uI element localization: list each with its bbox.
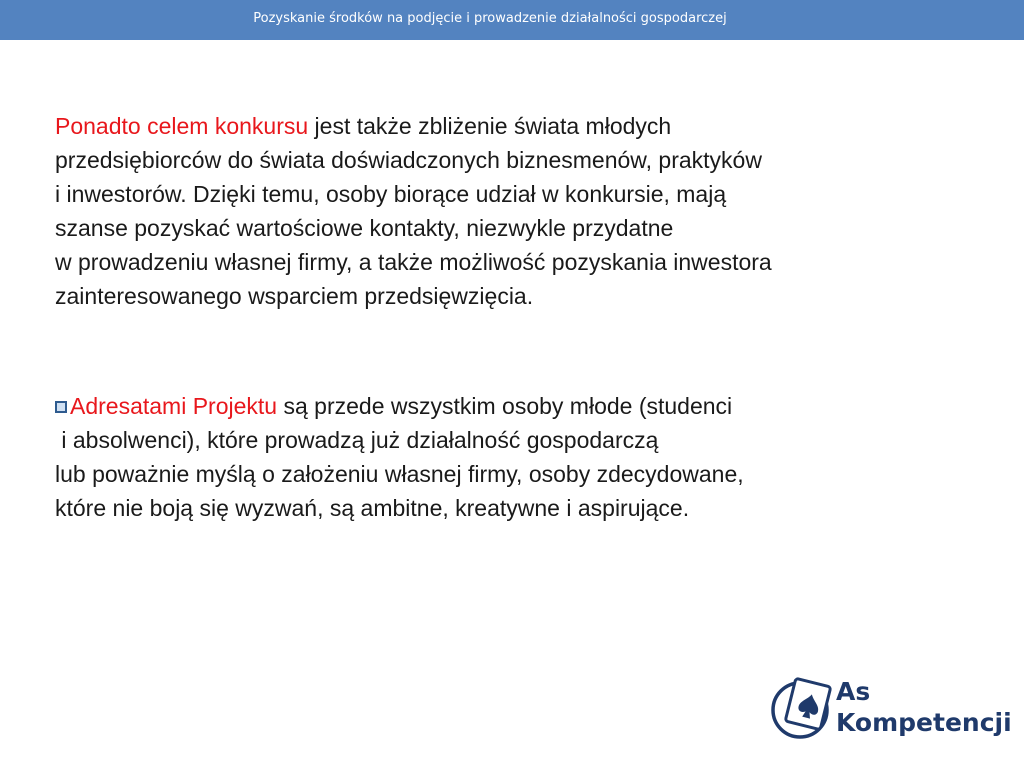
logo bbox=[770, 672, 1012, 744]
paragraph-recipients-line-2: i absolwenci), które prowadzą już działalność gospodarczą bbox=[55, 427, 659, 453]
square-bullet-icon bbox=[55, 401, 67, 413]
header-bar bbox=[0, 0, 1024, 40]
paragraph-recipients-line-4: które nie boją się wyzwań, są ambitne, kreatywne i aspirujące. bbox=[55, 495, 690, 521]
paragraph-goal-line-2: przedsiębiorców do świata doświadczonych biznesmenów, praktyków bbox=[55, 147, 762, 173]
paragraph-recipients-highlight: Adresatami Projektu bbox=[70, 393, 278, 419]
paragraph-recipients-line-1: są przede wszystkim osoby młode (studenci bbox=[277, 393, 733, 419]
header-title: Pozyskanie środków na podjęcie i prowadzenie działalności gospodarczej bbox=[253, 10, 727, 26]
paragraph-goal-highlight: Ponadto celem konkursu bbox=[55, 113, 309, 139]
logo-text bbox=[836, 676, 1012, 738]
paragraph-goal-line-4: szanse pozyskać wartościowe kontakty, niezwykle przydatne bbox=[55, 215, 674, 241]
paragraph-goal-line-6: zainteresowanego wsparciem przedsięwzięcia. bbox=[55, 283, 534, 309]
logo-line-1: As bbox=[836, 677, 871, 706]
logo-line-2: Kompetencji bbox=[836, 708, 1012, 737]
paragraph-goal-line-5: w prowadzeniu własnej firmy, a także możliwość pozyskania inwestora bbox=[55, 249, 772, 275]
paragraph-goal bbox=[55, 109, 955, 313]
paragraph-goal-line-3: i inwestorów. Dzięki temu, osoby biorące udział w konkursie, mają bbox=[55, 181, 727, 207]
paragraph-recipients bbox=[55, 389, 955, 525]
paragraph-recipients-line-3: lub poważnie myślą o założeniu własnej firmy, osoby zdecydowane, bbox=[55, 461, 744, 487]
spade-card-icon bbox=[770, 672, 834, 744]
paragraph-goal-line-1: jest także zbliżenie świata młodych bbox=[308, 113, 672, 139]
slide-content bbox=[55, 109, 955, 525]
